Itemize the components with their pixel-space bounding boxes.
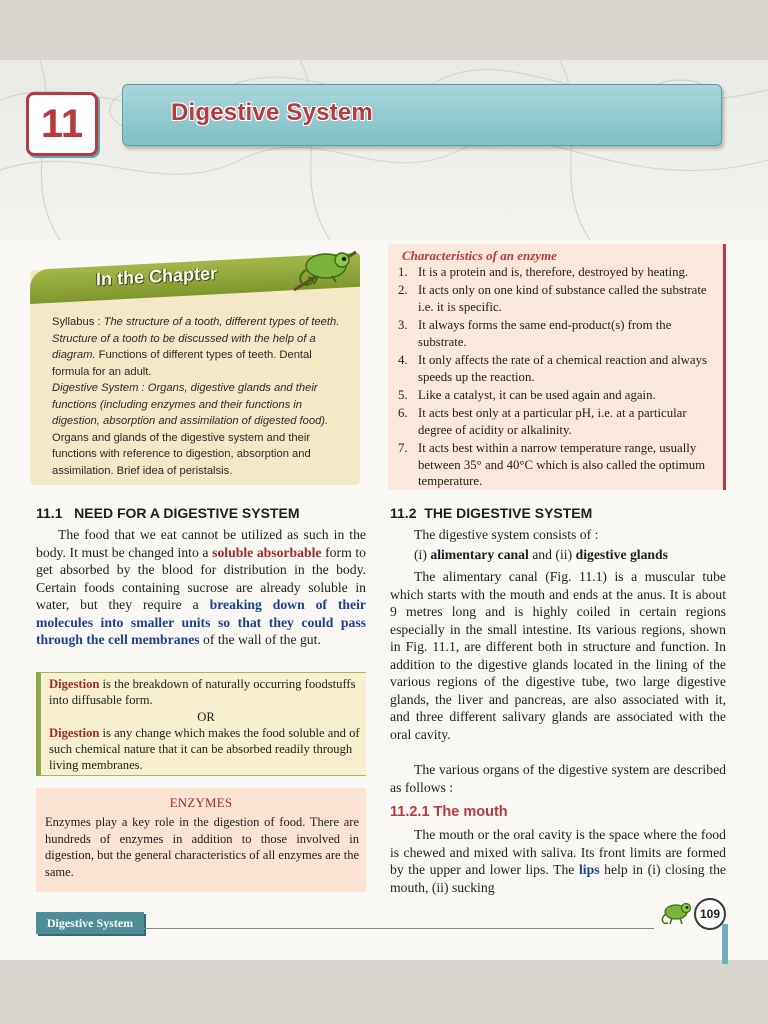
section-number: 11.2 — [390, 505, 417, 521]
term-digestion: Digestion — [49, 726, 100, 740]
digestive-glands-term: digestive glands — [575, 547, 668, 562]
item-number: 2. — [398, 283, 408, 298]
list-item — [398, 264, 720, 281]
item-number: 3. — [398, 318, 408, 333]
section-11-2-1-heading: 11.2.1 The mouth — [390, 804, 508, 820]
item-text: Like a catalyst, it can be used again and again. — [418, 387, 656, 402]
chapter-number-badge — [26, 92, 98, 156]
para-text: The mouth or the oral cavity is the space where the food is chewed and mixed with saliva. Its front limits are formed by the upper and lower lips. The — [390, 827, 726, 877]
item-number: 5. — [398, 387, 408, 402]
item-number: 6. — [398, 406, 408, 421]
section-11-2-intro: The digestive system consists of : — [414, 527, 599, 542]
enzymes-heading: ENZYMES — [169, 796, 233, 810]
chapter-title: Digestive System — [171, 99, 373, 126]
digestion-definition-box — [36, 672, 366, 776]
parts-text: and (ii) — [532, 547, 573, 562]
footer-divider — [144, 928, 654, 929]
list-item — [398, 440, 720, 490]
para-text: help in (i) closing the mouth, (ii) sucking — [390, 862, 726, 895]
ds-italic: Organs, digestive glands and their functions (including enzymes and their functions in digestion, absorption and assimilation of digested food). — [52, 382, 329, 427]
para-text: of the wall of the gut. — [203, 632, 321, 647]
list-item — [398, 387, 720, 404]
section-11-2-heading — [390, 505, 592, 521]
item-number: 4. — [398, 353, 408, 368]
para-text: The food that we eat cannot be utilized as such in the body. It must be changed into a — [36, 527, 366, 560]
in-the-chapter-heading: In the Chapter — [96, 263, 218, 290]
syllabus-text — [52, 314, 352, 380]
item-text: It acts only on one kind of substance called the substrate i.e. it is specific. — [418, 283, 707, 314]
item-text: It only affects the rate of a chemical reaction and always speeds up the reaction. — [418, 353, 707, 384]
section-11-2-paragraph-1: The alimentary canal (Fig. 11.1) is a muscular tube which starts with the mouth and ends at the anus. It is about 9 metres long and is highly coiled in certain regions especially in the small intestine. Its various regions, shown in Fig. 11.1, are different both in structure and function. In addition to the digestive glands located in the lining of the various regions of the digestive tube, two large digestive glands, the liver and pancreas, are also associated with it, and three different salivary glands are associated with the oral cavity. — [390, 569, 726, 742]
enzymes-box — [36, 788, 366, 892]
definition-2 — [49, 725, 365, 773]
section-title: THE DIGESTIVE SYSTEM — [424, 505, 593, 521]
parts-text: (i) — [414, 547, 427, 562]
section-11-1-paragraph — [36, 526, 366, 649]
list-item — [398, 282, 720, 315]
in-the-chapter-box — [30, 263, 360, 485]
syllabus-label: Syllabus : — [52, 316, 101, 328]
section-11-2-paragraph-2: The various organs of the digestive system are described as follows : — [390, 762, 726, 795]
small-chameleon-icon — [658, 898, 694, 928]
definition-text: is any change which makes the food soluble and of such chemical nature that it can be absorbed readily through living membranes. — [49, 726, 360, 772]
section-11-2-parts — [414, 546, 724, 564]
enzyme-characteristics-box — [388, 244, 726, 490]
section-11-1-heading — [36, 505, 299, 521]
page-number: 109 — [694, 898, 726, 930]
section-11-2-1-paragraph — [390, 826, 726, 896]
chameleon-icon — [290, 240, 360, 300]
enzymes-text: Enzymes play a key role in the digestion of food. There are hundreds of enzymes in addition to those involved in digestion, but the general characteristics of all enzymes are the same. — [45, 815, 359, 879]
item-text: It acts best only at a particular pH, i.e. at a particular degree of acidity or alkalinity. — [418, 406, 687, 437]
digestive-system-syllabus — [52, 380, 352, 479]
list-item — [398, 405, 720, 438]
chapter-title-bar — [122, 84, 722, 146]
lips-term: lips — [579, 862, 600, 877]
characteristics-list — [398, 264, 720, 492]
characteristics-heading: Characteristics of an enzyme — [402, 248, 557, 263]
item-number: 1. — [398, 265, 408, 279]
list-item — [398, 317, 720, 350]
syllabus-plain: Functions of different types of teeth. Dental formula for an adult. — [52, 349, 312, 378]
highlight-soluble-absorbable: soluble absorbable — [212, 544, 322, 560]
item-text: It is a protein and is, therefore, destroyed by heating. — [418, 265, 689, 279]
item-text: It always forms the same end-product(s) from the substrate. — [418, 318, 672, 349]
footer-chapter-tag: Digestive System — [36, 912, 144, 934]
highlight-breaking-down: breaking down of their molecules into smaller units so that they could pass through the cell membranes — [36, 597, 366, 647]
definition-text: is the breakdown of naturally occurring foodstuffs into diffusable form. — [49, 677, 356, 707]
item-text: It acts best within a narrow temperature range, usually between 35° and 40°C which is also called the optimum temperature. — [418, 441, 706, 489]
chapter-number: 11 — [40, 101, 84, 146]
syllabus-italic: The structure of a tooth, different types of teeth. Structure of a tooth to be discussed with the help of a diagram. — [52, 316, 340, 361]
alimentary-canal-term: alimentary canal — [430, 547, 529, 562]
ds-label: Digestive System : — [52, 382, 145, 394]
or-separator: OR — [197, 710, 215, 724]
term-digestion: Digestion — [49, 677, 100, 691]
item-number: 7. — [398, 441, 408, 456]
page-edge-marker — [722, 924, 728, 964]
section-title: NEED FOR A DIGESTIVE SYSTEM — [74, 505, 300, 521]
list-item — [398, 352, 720, 385]
section-number: 11.1 — [36, 505, 63, 521]
ds-plain: Organs and glands of the digestive system and their functions with reference to digestion, absorption and assimilation. Brief idea of peristalsis. — [52, 431, 311, 477]
definition-1 — [49, 676, 365, 708]
para-text: form to get absorbed by the blood for distribution in the body. Certain foods containing sucrose are already soluble in water, but they require a — [36, 544, 366, 612]
